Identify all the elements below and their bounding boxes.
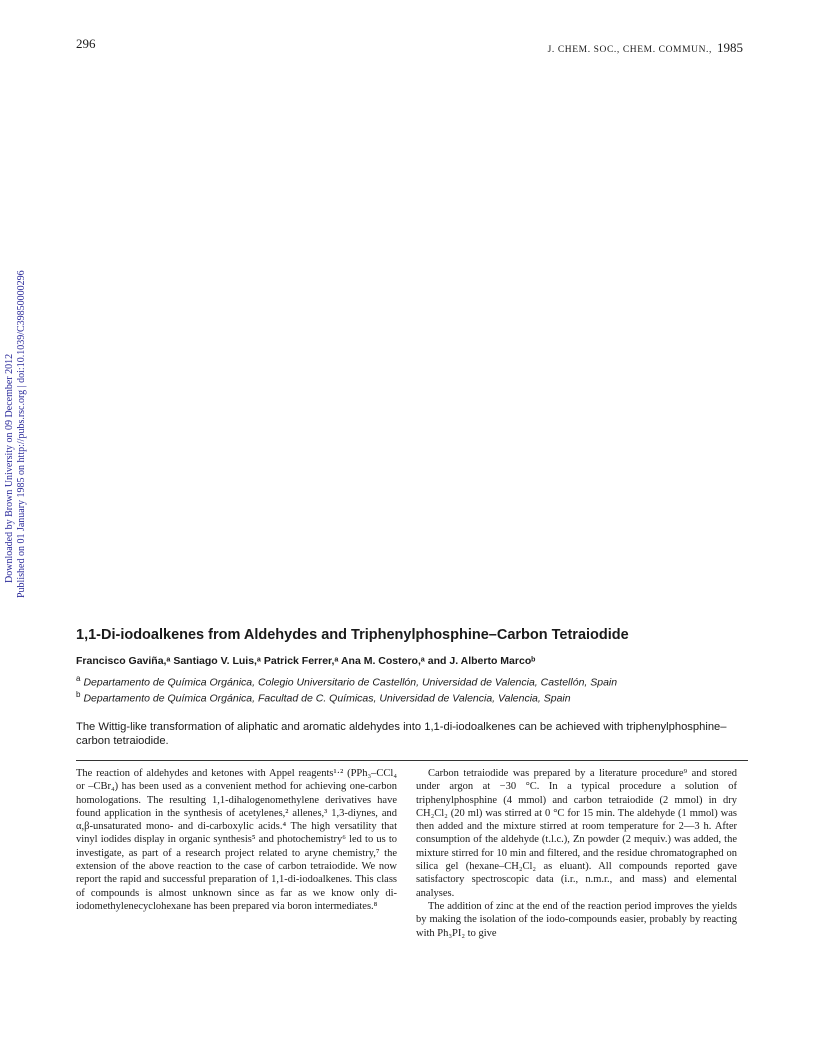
body-paragraph: Carbon tetraiodide was prepared by a literature procedure⁹ and stored under argon at −30 °C. In a typical procedure a solution of triphenylphosphine (4 mmol) and carbon tetraiodide (2 mmol) in dry CH₂Cl₂ (20 ml) was stirred at 0 °C for 15 min. The aldehyde (1 mmol) was then added and the mixture stirred at room temperature for 2—3 h. After consumption of the aldehyde (t.l.c.), Zn powder (2 mequiv.) was added, the mixture stirred for 10 min and filtered, and the residue chromatographed on silica gel (hexane–CH₂Cl₂ as eluant). All compounds reported gave satisfactory spectroscopic data (i.r., n.m.r., and mass) and elemental analyses. <box>416 768 737 899</box>
body-column-left <box>76 767 397 913</box>
affiliation-text: Departamento de Química Orgánica, Colegio Universitario de Castellón, Universidad de Valencia, Castellón, Spain <box>83 676 618 689</box>
body-paragraph: The addition of zinc at the end of the reaction period improves the yields by making the isolation of the iodo-compounds easier, probably by reacting with Ph₃PI₂ to give <box>416 900 737 939</box>
affiliation-mark: a <box>76 674 81 683</box>
affiliation-mark: b <box>76 690 81 699</box>
download-watermark <box>0 0 30 1037</box>
affiliation-a <box>76 674 617 689</box>
affiliation-text: Departamento de Química Orgánica, Facultad de C. Químicas, Universidad de Valencia, Valencia, Spain <box>83 692 571 705</box>
published-doi-line[interactable]: Published on 01 January 1985 on http://pubs.rsc.org | doi:10.1039/C39850000296 <box>16 270 27 598</box>
section-divider <box>76 760 748 761</box>
journal-year: 1985 <box>717 40 743 55</box>
page-number: 296 <box>76 36 96 51</box>
running-head <box>548 40 743 56</box>
affiliation-b <box>76 690 571 705</box>
download-line[interactable]: Downloaded by Brown University on 09 December 2012 <box>4 353 15 583</box>
body-paragraph: The reaction of aldehydes and ketones with Appel reagents¹·² (PPh₃–CCl₄ or –CBr₄) has been used as a convenient method for achieving one-carbon homologations. The resulting 1,1-dihalogenomethylene derivatives have found application in the synthesis of acetylenes,² allenes,³ 1,3-diynes, and α,β-unsaturated mono- and di-carboxylic acids.⁴ The high versatility that vinyl iodides display in organic synthesis⁵ and photochemistry⁶ led to us to investigate, as part of a research project related to aryne chemistry,⁷ the extension of the above reaction to the case of carbon tetraiodide. We now report the rapid and successful preparation of 1,1-di-iodoalkenes. This class of compounds is almost unknown since as far as we know only di-iodomethylenecyclohexane has been prepared via boron intermediates.⁸ <box>76 768 397 912</box>
abstract: The Wittig-like transformation of aliphatic and aromatic aldehydes into 1,1-di-iodoalkenes can be achieved with triphenylphosphine–carbon tetraiodide. <box>76 721 727 747</box>
journal-name: J. CHEM. SOC., CHEM. COMMUN., <box>547 45 713 55</box>
author-list: Francisco Gaviña,ᵃ Santiago V. Luis,ᵃ Patrick Ferrer,ᵃ Ana M. Costero,ᵃ and J. Alberto Marcoᵇ <box>76 655 536 667</box>
body-column-right <box>416 767 737 940</box>
article-title: 1,1-Di-iodoalkenes from Aldehydes and Triphenylphosphine–Carbon Tetraiodide <box>76 627 629 643</box>
